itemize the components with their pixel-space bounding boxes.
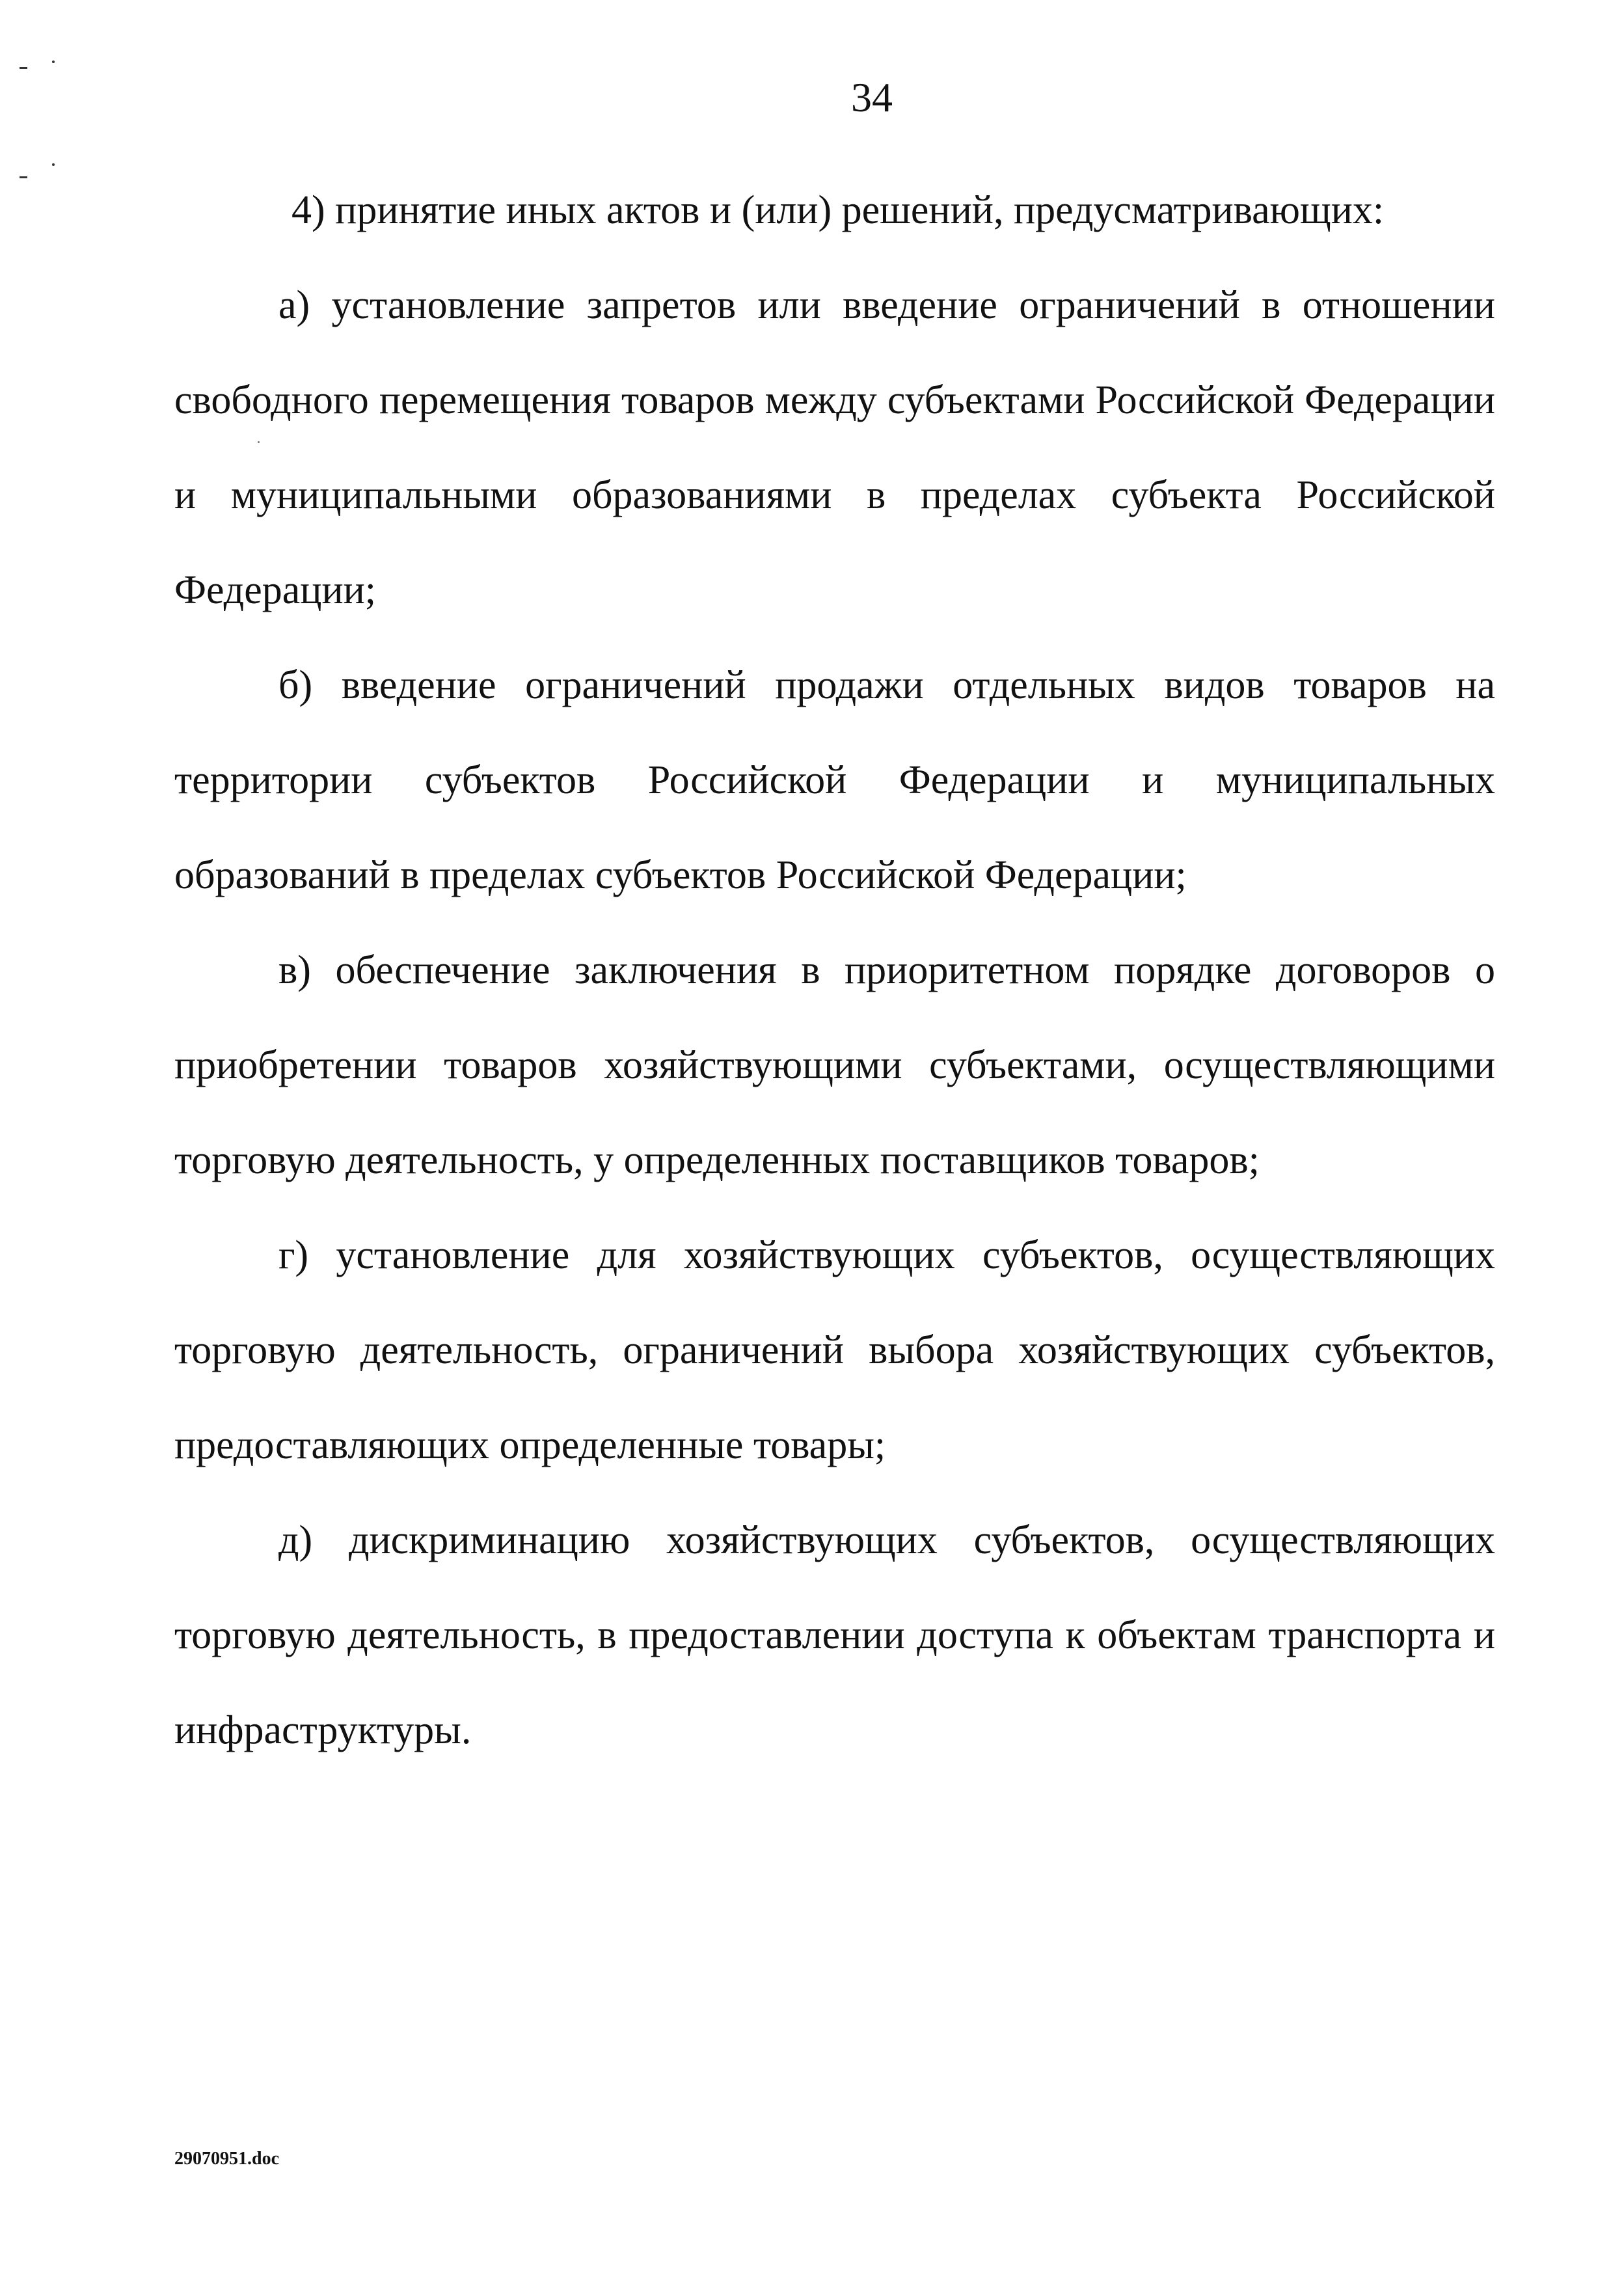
paragraph-subitem-v: в) обеспечение заключения в приоритетном порядке договоров о приобретении товаров хозяйствующими субъектами, осуществляющими торговую деятельность, у определенных поставщиков товаров; xyxy=(174,948,1495,1182)
paragraph-subitem-d: д) дискриминацию хозяйствующих субъектов, осуществляющих торговую деятельность, в предоставлении доступа к объектам транспорта и инфраструктуры. xyxy=(174,1518,1495,1752)
footer-filename: 29070951.doc xyxy=(174,2149,279,2169)
paragraph-subitem-b: б) введение ограничений продажи отдельных видов товаров на территории субъектов Российской Федерации и муниципальных образований в пределах субъектов Российской Федерации; xyxy=(174,663,1495,897)
scan-artifact xyxy=(20,67,27,69)
paragraph-subitem-g: г) установление для хозяйствующих субъектов, осуществляющих торговую деятельность, ограничений выбора хозяйствующих субъектов, предоставляющих определенные товары; xyxy=(174,1233,1495,1467)
document-body xyxy=(174,163,1495,1778)
scan-artifact xyxy=(52,163,55,166)
page-number: 34 xyxy=(851,74,893,120)
paragraph-subitem-a: а) установление запретов или введение ограничений в отношении свободного перемещения товаров между субъектами Российской Федерации и муниципальными образованиями в пределах субъекта Российской Федерации; xyxy=(174,283,1495,612)
scan-artifact xyxy=(20,176,27,178)
scan-artifact xyxy=(52,61,55,63)
paragraph-item-4: 4) принятие иных актов и (или) решений, предусматривающих: xyxy=(291,188,1385,232)
